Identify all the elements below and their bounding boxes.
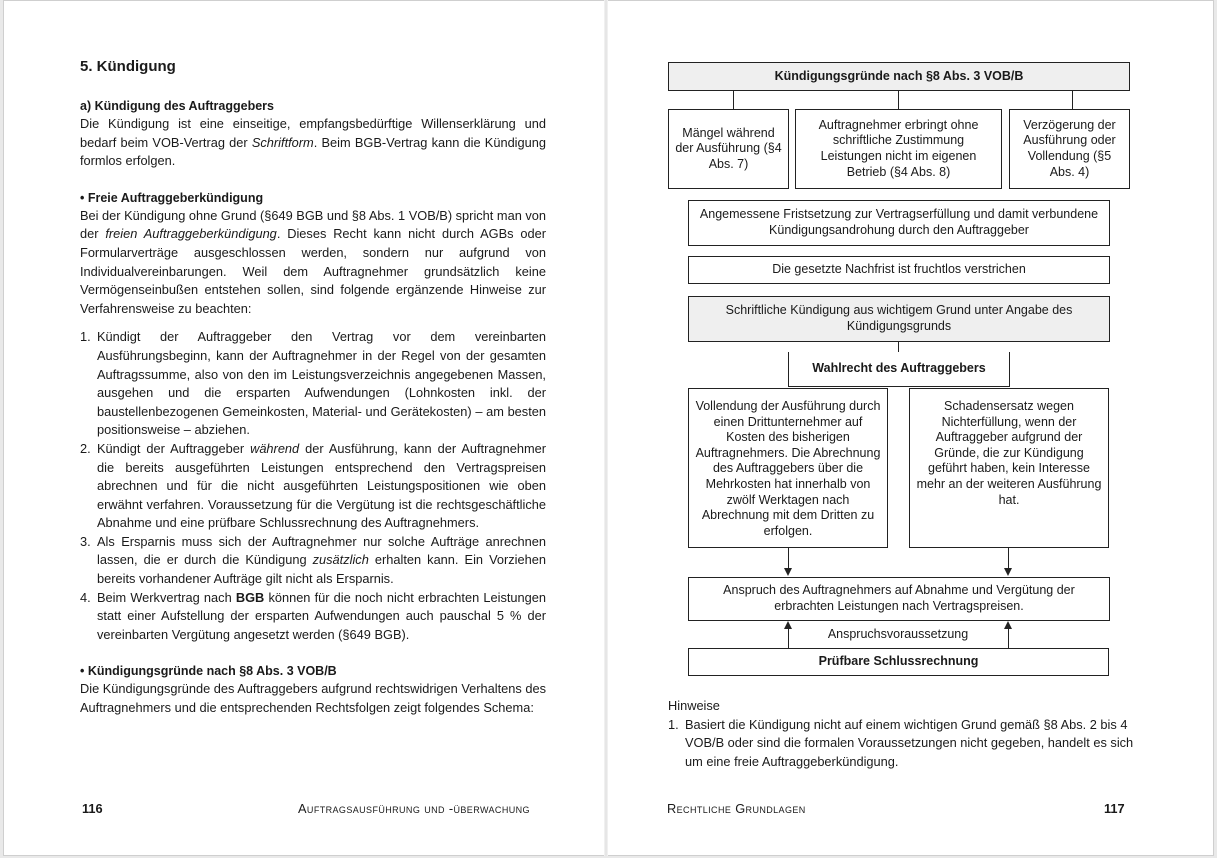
choice-box: Wahlrecht des Auftraggebers [788, 352, 1010, 387]
grounds-text: Die Kündigungsgründe des Auftraggebers aufgrund rechtswidrigen Verhaltens des Auftragnehmers und die entsprechenden Rechtsfolgen zeigt folgendes Schema: [80, 681, 546, 716]
connector [898, 91, 899, 109]
running-head-left: Auftragsausführung und -überwachung [298, 801, 530, 816]
grounds-title: • Kündigungsgründe nach §8 Abs. 3 VOB/B [80, 664, 337, 679]
hints-list [80, 328, 546, 644]
step-grace-expired: Die gesetzte Nachfrist ist fruchtlos verstrichen [688, 256, 1110, 284]
ground-box-subcontracting: Auftragnehmer erbringt ohne schriftliche Zustimmung Leistungen nicht im eigenen Betrieb (§4 Abs. 8) [795, 109, 1002, 189]
running-head-right: Rechtliche Grundlagen [667, 801, 806, 816]
claim-box: Anspruch des Auftragnehmers auf Abnahme und Vergütung der erbrachten Leistungen nach Vertragspreisen. [688, 577, 1110, 621]
list-item: 3. Als Ersparnis muss sich der Auftragnehmer nur solche Aufträge anrechnen lassen, die er durch die Kündigung zusätzlich erhalten kann. Ein Vorziehen bereits vorhandener Aufträge gilt nicht als Ersparnis. [80, 533, 546, 587]
connector [1008, 548, 1009, 568]
arrow-up-icon [1004, 621, 1012, 629]
ground-box-delay: Verzögerung der Ausführung oder Vollendung (§5 Abs. 4) [1009, 109, 1130, 189]
arrow-up-icon [784, 621, 792, 629]
list-item: 1. Basiert die Kündigung nicht auf einem wichtigen Grund gemäß §8 Abs. 2 bis 4 VOB/B oder sind die formalen Voraussetzungen nicht gegeben, handelt es sich um eine freie Auftraggeberkündigung. [668, 716, 1134, 769]
section-a-text: Die Kündigung ist eine einseitige, empfangsbedürftige Willenserklärung und bedarf beim VOB-Vertrag der Schriftform. Beim BGB-Vertrag kann die Kündigung formlos erfolgen. [80, 116, 546, 169]
ground-box-defects: Mängel während der Ausführung (§4 Abs. 7) [668, 109, 789, 189]
left-page [80, 58, 546, 718]
connector [788, 548, 789, 568]
list-item: 1. Kündigt der Auftraggeber den Vertrag vor dem vereinbarten Ausführungsbeginn, kann der Auftragnehmer in der Regel von der gesamten Auftragssumme, also von den im Leistungsverzeichnis angegebenen Massen, ausgehen und die ersparten Aufwendungen (Lohnkosten inkl. der baustellenbezogenen Gemeinkosten, Material- und Gerätekosten) – am besten positionsweise – abziehen. [80, 329, 546, 438]
free-termination-title: • Freie Auftraggeberkündigung [80, 190, 264, 205]
page-number-left: 116 [82, 801, 103, 816]
page-number-right: 117 [1104, 801, 1125, 816]
list-item: 2. Kündigt der Auftraggeber während der Ausführung, kann der Auftragnehmer die bereits ausgeführten Leistungen entsprechend den Vertragspreisen abrechnen und für die nicht ausgeführten Leistungspositionen wie oben erwähnt verfahren. Voraussetzung für die Vergütung ist die rechtsgeschäftliche Abnahme und eine prüfbare Schlussrechnung des Auftragnehmers. [80, 440, 546, 531]
page-gutter [604, 0, 608, 856]
chapter-title: 5. Kündigung [80, 58, 176, 75]
connector [1008, 629, 1009, 648]
precondition-label: Anspruchsvoraussetzung [827, 627, 969, 641]
step-written-termination: Schriftliche Kündigung aus wichtigem Grund unter Angabe des Kündigungsgrunds [688, 296, 1110, 342]
option-box-third-party: Vollendung der Ausführung durch einen Drittunternehmer auf Kosten des bisherigen Auftragnehmers. Die Abrechnung des Auftraggebers über die Mehrkosten hat innerhalb von zwölf Werktagen nach Abrechnung mit dem Dritten zu erfolgen. [688, 388, 888, 548]
connector [898, 342, 899, 352]
notes-section [668, 697, 1134, 771]
option-box-damages: Schadensersatz wegen Nichterfüllung, wenn der Auftraggeber aufgrund der Gründe, die zur Kündigung geführt haben, kein Interesse mehr an der weiteren Ausführung hat. [909, 388, 1109, 548]
final-invoice-box: Prüfbare Schlussrechnung [688, 648, 1109, 676]
section-a-title: a) Kündigung des Auftraggebers [80, 99, 274, 113]
connector [733, 91, 734, 109]
arrow-down-icon [1004, 568, 1012, 576]
notes-title: Hinweise [668, 698, 720, 713]
free-termination-text: Bei der Kündigung ohne Grund (§649 BGB und §8 Abs. 1 VOB/B) spricht man von der freien Auftraggeberkündigung. Dieses Recht kann nicht durch AGBs oder Formularverträge ausgeschlossen werden, sondern nur aufgrund von Individualvereinbarungen. Weil dem Auftragnehmer grundsätzlich keine Vermögenseinbußen entstehen sollen, sind folgende ergänzende Hinweise zur Verfahrensweise zu beachten: [80, 207, 547, 316]
connector [788, 629, 789, 648]
list-item: 4. Beim Werkvertrag nach BGB können für die noch nicht erbrachten Leistungen statt einer Aufstellung der ersparten Aufwendungen auch pauschal 5 % der vereinbarten Vergütung angesetzt werden (§649 BGB). [80, 589, 546, 642]
step-deadline: Angemessene Fristsetzung zur Vertragserfüllung und damit verbundene Kündigungsandrohung durch den Auftraggeber [688, 200, 1110, 246]
connector [1072, 91, 1073, 109]
chart-title-box: Kündigungsgründe nach §8 Abs. 3 VOB/B [668, 62, 1130, 91]
arrow-down-icon [784, 568, 792, 576]
